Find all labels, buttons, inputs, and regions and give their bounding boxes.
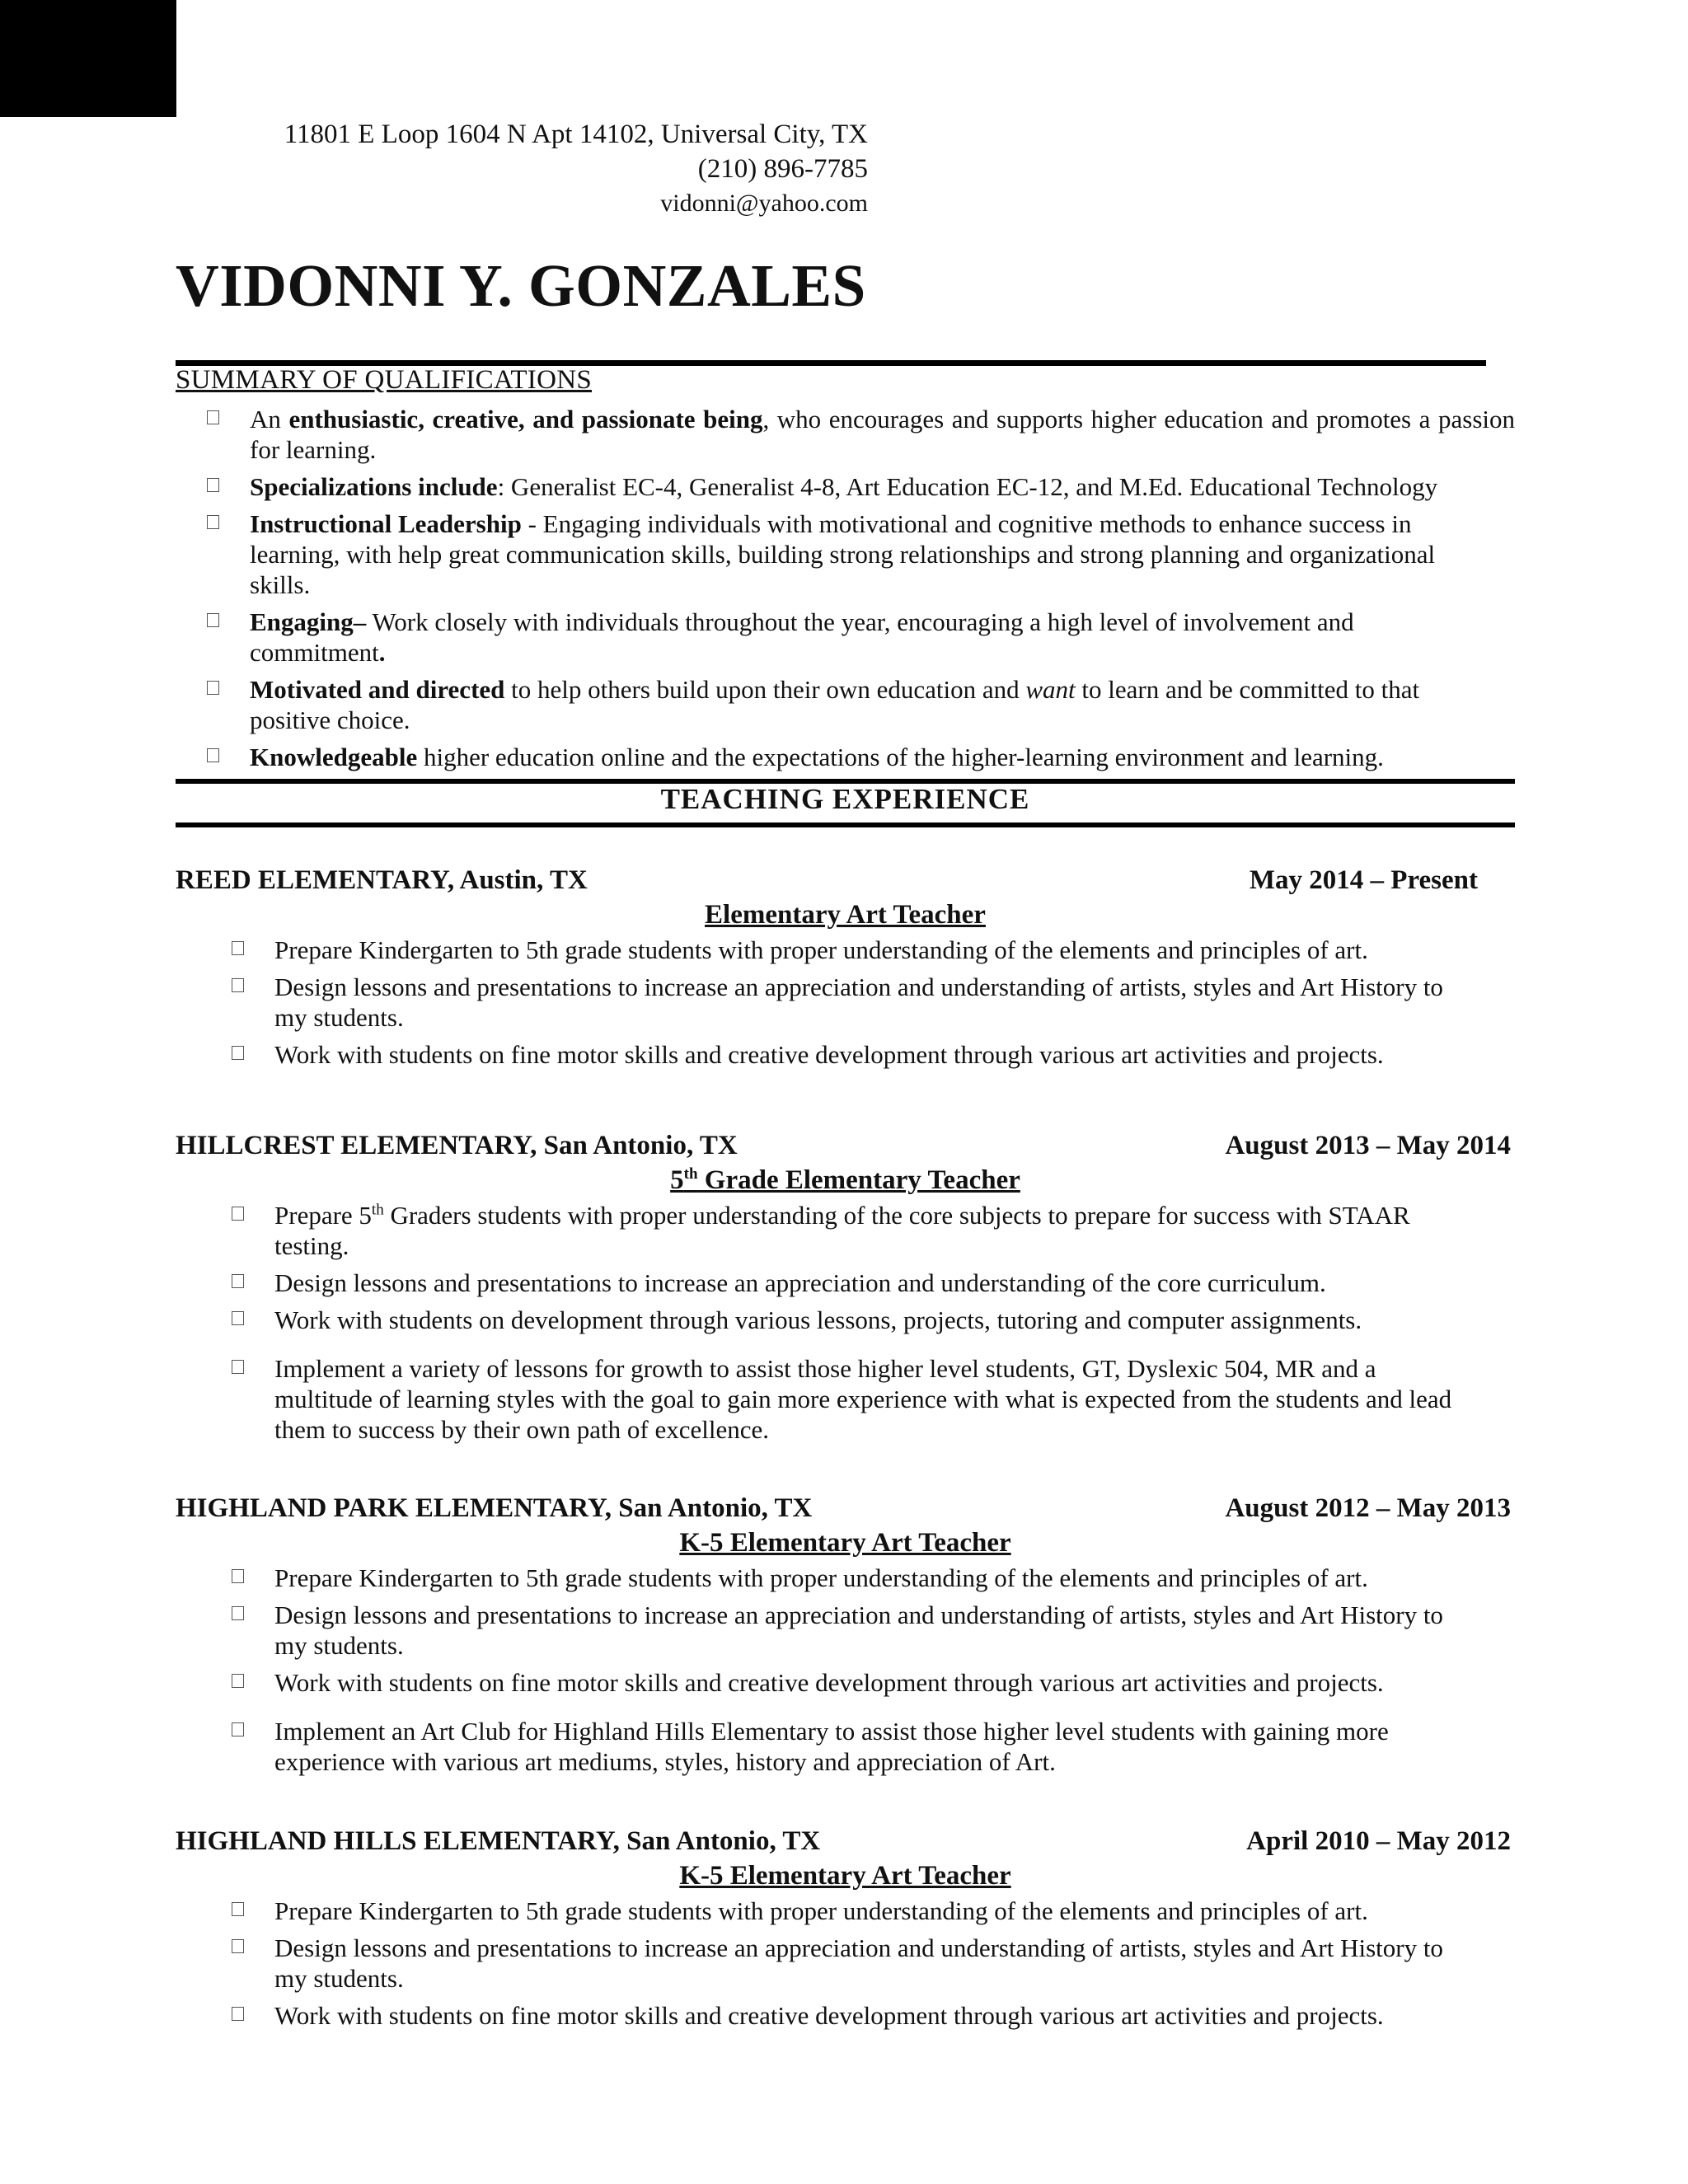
job-employer: HIGHLAND HILLS ELEMENTARY, San Antonio, TX [176, 1826, 821, 1856]
summary-item: An enthusiastic, creative, and passionate being, who encourages and supports higher education and promotes a passion for learning. [204, 404, 1515, 465]
checkbox-bullet-icon [232, 1360, 244, 1374]
summary-item: Specializations include: Generalist EC-4, Generalist 4-8, Art Education EC-12, and M.Ed. Educational Technology [204, 471, 1515, 502]
job-dates: August 2012 – May 2013 [1225, 1493, 1511, 1523]
section-divider-bottom [176, 823, 1515, 827]
job-title: 5th Grade Elementary Teacher [670, 1165, 1020, 1195]
summary-item: Instructional Leadership - Engaging individuals with motivational and cognitive methods to enhance success in learning, with help great communication skills, building strong relationships and strong planning and organizational skills. [204, 509, 1515, 600]
contact-block [284, 117, 868, 221]
checkbox-bullet-icon [207, 681, 219, 695]
job-bullet: Work with students on fine motor skills and creative development through various art activities and projects. [229, 2000, 1474, 2031]
job-entry-highland-hills [176, 1826, 1515, 2037]
job-header [176, 865, 1515, 902]
corner-black-block [0, 0, 176, 117]
job-dates: August 2013 – May 2014 [1225, 1131, 1511, 1160]
job-entry-reed [176, 865, 1515, 1076]
job-entry-hillcrest [176, 1131, 1515, 1451]
checkbox-bullet-icon [232, 1722, 244, 1736]
checkbox-bullet-icon [232, 1674, 244, 1688]
checkbox-bullet-icon [232, 941, 244, 955]
job-title: Elementary Art Teacher [705, 900, 986, 930]
job-bullet: Prepare Kindergarten to 5th grade students with proper understanding of the elements and principles of art. [229, 935, 1474, 965]
job-bullet: Prepare 5th Graders students with proper understanding of the core subjects to prepare for success with STAAR testing. [229, 1200, 1474, 1261]
job-bullets [229, 935, 1474, 1070]
job-header [176, 1826, 1515, 1863]
job-bullet: Implement a variety of lessons for growth to assist those higher level students, GT, Dyslexic 504, MR and a multitude of learning styles with the goal to gain more experience with what is expected from the students and lead them to success by their own path of excellence. [229, 1353, 1474, 1445]
job-bullets [229, 1200, 1474, 1445]
job-bullet: Prepare Kindergarten to 5th grade students with proper understanding of the elements and principles of art. [229, 1896, 1474, 1926]
job-entry-highland-park [176, 1493, 1515, 1783]
job-dates: May 2014 – Present [1249, 865, 1478, 895]
job-bullet: Design lessons and presentations to increase an appreciation and understanding of the core curriculum. [229, 1268, 1474, 1298]
contact-email: vidonni@yahoo.com [660, 190, 868, 217]
summary-item: Motivated and directed to help others build upon their own education and want to learn and be committed to that positive choice. [204, 674, 1515, 735]
job-bullet: Design lessons and presentations to increase an appreciation and understanding of artists, styles and Art History to my students. [229, 1600, 1474, 1661]
job-title: K-5 Elementary Art Teacher [679, 1528, 1011, 1558]
checkbox-bullet-icon [232, 1606, 244, 1620]
checkbox-bullet-icon [232, 1939, 244, 1953]
job-employer: REED ELEMENTARY, Austin, TX [176, 865, 588, 895]
job-title: K-5 Elementary Art Teacher [679, 1861, 1011, 1891]
checkbox-bullet-icon [232, 1311, 244, 1325]
summary-list [204, 404, 1515, 779]
summary-item: Engaging– Work closely with individuals throughout the year, encouraging a high level of involvement and commitment. [204, 607, 1515, 668]
checkbox-bullet-icon [207, 410, 219, 424]
job-header [176, 1493, 1515, 1530]
checkbox-bullet-icon [232, 1046, 244, 1060]
checkbox-bullet-icon [207, 478, 219, 492]
checkbox-bullet-icon [232, 978, 244, 992]
checkbox-bullet-icon [232, 1902, 244, 1916]
checkbox-bullet-icon [232, 1207, 244, 1221]
job-bullet: Design lessons and presentations to increase an appreciation and understanding of artists, styles and Art History to my students. [229, 1933, 1474, 1994]
contact-phone: (210) 896-7785 [697, 154, 868, 184]
candidate-name: VIDONNI Y. GONZALES [176, 252, 866, 319]
job-employer: HILLCREST ELEMENTARY, San Antonio, TX [176, 1131, 738, 1160]
job-dates: April 2010 – May 2012 [1246, 1826, 1511, 1856]
checkbox-bullet-icon [232, 1569, 244, 1583]
checkbox-bullet-icon [207, 748, 219, 762]
checkbox-bullet-icon [232, 1274, 244, 1288]
job-bullet: Design lessons and presentations to increase an appreciation and understanding of artists, styles and Art History to my students. [229, 972, 1474, 1033]
contact-address: 11801 E Loop 1604 N Apt 14102, Universal City, TX [284, 120, 868, 149]
job-bullets [229, 1563, 1474, 1777]
job-bullet: Implement an Art Club for Highland Hills Elementary to assist those higher level students with gaining more experience with various art mediums, styles, history and appreciation of Art. [229, 1716, 1474, 1777]
job-header [176, 1131, 1515, 1167]
checkbox-bullet-icon [207, 613, 219, 627]
job-bullet: Work with students on fine motor skills and creative development through various art activities and projects. [229, 1039, 1474, 1070]
checkbox-bullet-icon [232, 2007, 244, 2021]
summary-item: Knowledgeable higher education online and the expectations of the higher-learning environment and learning. [204, 742, 1515, 772]
job-bullet: Work with students on fine motor skills and creative development through various art activities and projects. [229, 1667, 1474, 1698]
checkbox-bullet-icon [207, 515, 219, 529]
job-bullets [229, 1896, 1474, 2031]
job-bullet: Prepare Kindergarten to 5th grade students with proper understanding of the elements and principles of art. [229, 1563, 1474, 1593]
section-title-teaching-experience: TEACHING EXPERIENCE [660, 783, 1030, 815]
job-employer: HIGHLAND PARK ELEMENTARY, San Antonio, TX [176, 1493, 813, 1523]
summary-heading: SUMMARY OF QUALIFICATIONS [176, 365, 593, 395]
job-bullet: Work with students on development through various lessons, projects, tutoring and computer assignments. [229, 1305, 1474, 1335]
